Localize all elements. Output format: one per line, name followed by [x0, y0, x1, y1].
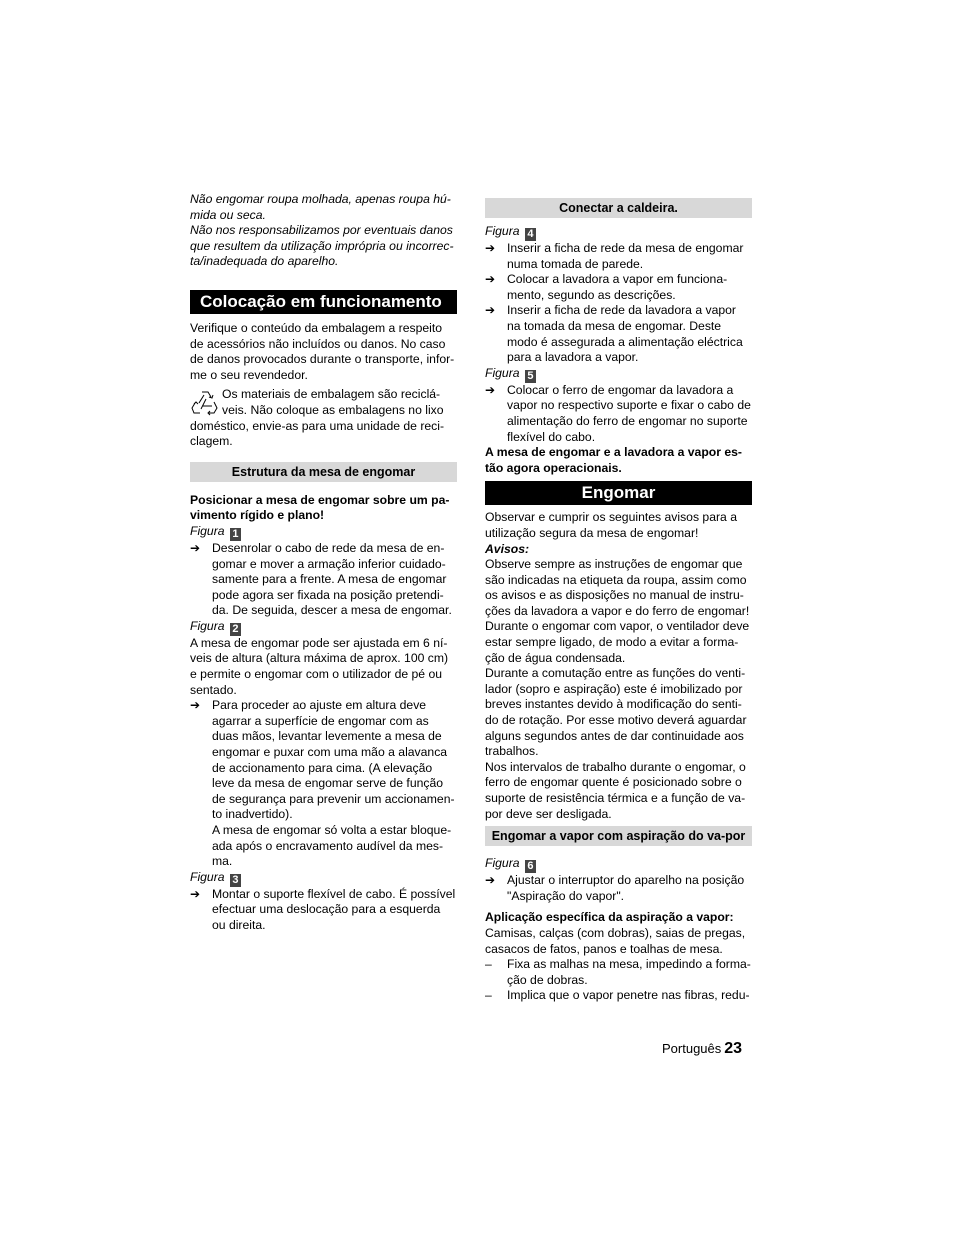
recycle-icon [190, 387, 220, 417]
step-ajuste-altura: ➔ Para proceder ao ajuste em altura deve agarrar a superfície de engomar com as duas mãos, levantar levemente a mesa de engomar e puxar com uma mão a alavanca de accionamento para cima. (A elevação leve da mesa de engomar serve de função de segurança para prevenir um accionamen-to inadvertido). [190, 698, 455, 822]
footer-language: Português [662, 1041, 722, 1056]
recycle-note [190, 387, 457, 449]
para-observar: Observar e cumprir os seguintes avisos para a utilização segura da mesa de engomar! [485, 510, 737, 540]
para-comutacao: Durante a comutação entre as funções do venti-lador (sopro e aspiração) este é imobilizado por breves instantes devido à modificação do senti-do de rotação. Por esse motivo deverá aguardar alguns segundos antes de dar continuidade aos trabalhos. [485, 666, 747, 759]
step-interruptor: ➔ Ajustar o interruptor do aparelho na posição "Aspiração do vapor". [485, 873, 745, 903]
arrow-icon: ➔ [485, 303, 496, 318]
bold-aplicacao: Aplicação específica da aspiração a vapor: [485, 910, 734, 925]
step-inserir-ficha-lavadora: ➔ Inserir a ficha de rede da lavadora a vapor na tomada da mesa de engomar. Deste modo é assegurada a alimentação eléctrica para a lavadora a vapor. [485, 303, 743, 365]
dash-item-vapor: – Implica que o vapor penetre nas fibras, redu- [485, 988, 750, 1003]
bold-posicionar: Posicionar a mesa de engomar sobre um pa-vimento rígido e plano! [190, 492, 450, 523]
para-instrucoes: Observe sempre as instruções de engomar que são indicadas na etiqueta da roupa, assim como os avisos e as disposições no manual de instru-ções da lavadora a vapor e do ferro de engomar! [485, 557, 750, 618]
heading-engomar: Engomar [485, 481, 752, 505]
recycle-text: Os materiais de embalagem são reciclá-veis. Não coloque as embalagens no lixo doméstico, envie-as para uma unidade de reci-clagem. [190, 387, 445, 449]
figure-2-number: 2 [230, 623, 241, 636]
arrow-icon: ➔ [190, 698, 201, 713]
dash-icon: – [485, 957, 492, 972]
avisos-label: Avisos: [485, 541, 530, 556]
heading-colocacao: Colocação em funcionamento [190, 290, 457, 314]
figure-2-ref: Figura 2 [190, 619, 457, 636]
dash-item-malhas: – Fixa as malhas na mesa, impedindo a forma-ção de dobras. [485, 957, 751, 987]
figure-4-ref: Figura 4 [485, 224, 752, 241]
bold-operacionais: A mesa de engomar e a lavadora a vapor es-tão agora operacionais. [485, 445, 742, 475]
step-colocar-ferro: ➔ Colocar o ferro de engomar da lavadora a vapor no respectivo suporte e fixar o cabo de alimentação do ferro de engomar no suporte flexível do cabo. [485, 382, 751, 444]
right-column [485, 198, 752, 1004]
page-number: 23 [724, 1040, 743, 1057]
figure-1-ref: Figura 1 [190, 524, 457, 541]
step-colocar-lavadora: ➔ Colocar a lavadora a vapor em funciona-mento, segundo as descrições. [485, 272, 728, 302]
left-column [190, 192, 457, 934]
page-footer [662, 1040, 742, 1058]
intro-note-2: Não nos responsabilizamos por eventuais danos que resultem da utilização imprópria ou incorrec-ta/inadequada do aparelho. [190, 223, 454, 269]
step-montar-suporte: ➔ Montar o suporte flexível de cabo. É possível efectuar uma deslocação para a esquerda ou direita. [190, 886, 456, 932]
subheading-aspiracao: Engomar a vapor com aspiração do va-por [485, 826, 752, 846]
figure-1-number: 1 [230, 528, 241, 541]
figure-6-number: 6 [525, 860, 536, 873]
figure-6-ref: Figura 6 [485, 856, 752, 873]
figure-3-number: 3 [230, 874, 241, 887]
para-camisas: Camisas, calças (com dobras), saias de pregas, casacos de fatos, panos e toalhas de mesa. [485, 925, 746, 956]
arrow-icon: ➔ [190, 540, 201, 555]
intro-note-1: Não engomar roupa molhada, apenas roupa hú-mida ou seca. [190, 192, 451, 222]
para-ajuste: A mesa de engomar pode ser ajustada em 6 ní-veis de altura (altura máxima de aprox. 100 cm) e permite o engomar com o utilizador de pé ou sentado. [190, 635, 449, 697]
para-intervalos: Nos intervalos de trabalho durante o engomar, o ferro de engomar quente é posicionado sobre o suporte de resistência térmica e a função de va-por deve ser desligada. [485, 759, 746, 821]
figure-5-ref: Figura 5 [485, 366, 752, 383]
arrow-icon: ➔ [485, 272, 496, 287]
step-desenrolar: ➔ Desenrolar o cabo de rede da mesa de en-gomar e mover a armação inferior cuidado-samente para a frente. A mesa de engomar pode agora ser fixada na posição pretendi-da. De seguida, descer a mesa de engomar. [190, 540, 452, 618]
figure-4-number: 4 [525, 228, 536, 241]
arrow-icon: ➔ [485, 382, 496, 397]
para-verifique: Verifique o conteúdo da embalagem a respeito de acessórios não incluídos ou danos. No caso de danos provocados durante o transporte, infor-me o seu revendedor. [190, 320, 455, 382]
figure-5-number: 5 [525, 370, 536, 383]
arrow-icon: ➔ [485, 873, 496, 888]
subheading-estrutura: Estrutura da mesa de engomar [190, 462, 457, 482]
arrow-icon: ➔ [485, 241, 496, 255]
arrow-icon: ➔ [190, 886, 201, 901]
figure-3-ref: Figura 3 [190, 870, 457, 887]
step-bloqueada: A mesa de engomar só volta a estar bloque-ada após o encravamento audível da mes-ma. [212, 823, 452, 869]
para-ventilador: Durante o engomar com vapor, o ventilador deve estar sempre ligado, de modo a evitar a forma-ção de água condensada. [485, 619, 750, 665]
step-inserir-ficha-mesa: ➔ Inserir a ficha de rede da mesa de engomar numa tomada de parede. [485, 241, 744, 271]
subheading-conectar: Conectar a caldeira. [485, 198, 752, 218]
dash-icon: – [485, 988, 492, 1003]
